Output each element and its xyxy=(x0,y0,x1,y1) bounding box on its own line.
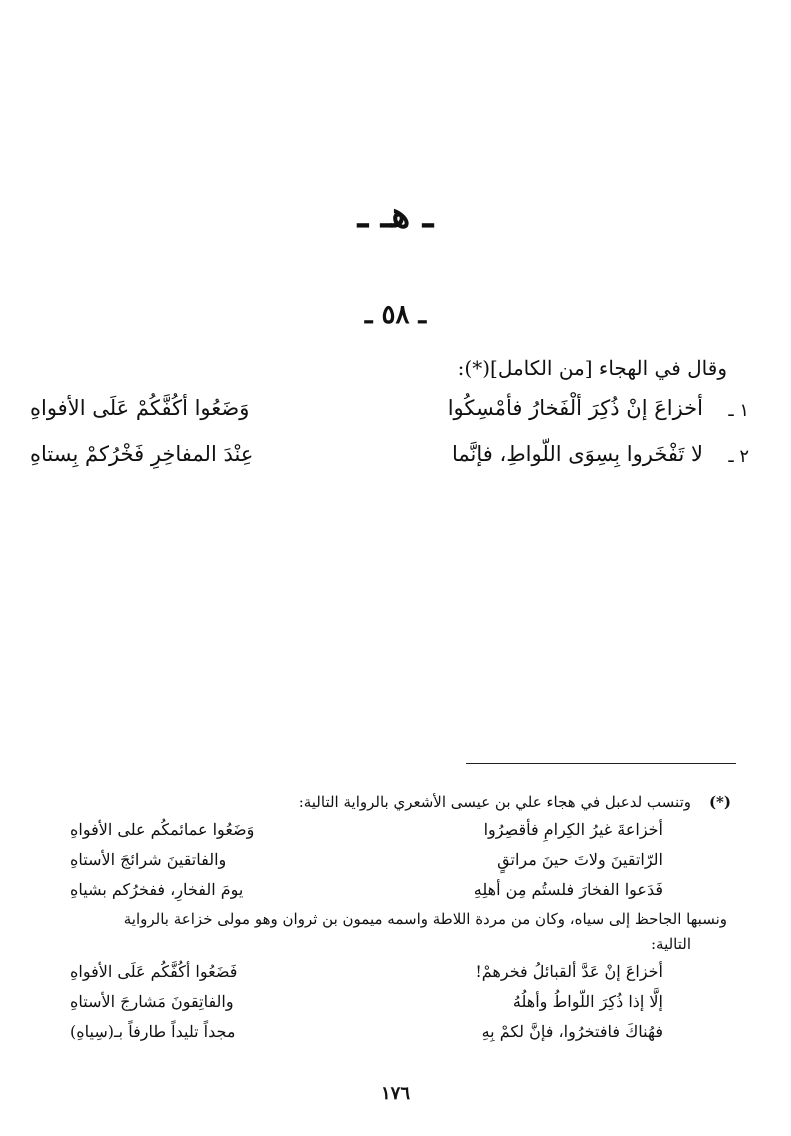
verse-second-hemistich: وَضَعُوا أكُفَّكُمْ عَلَى الأفواهِ xyxy=(30,396,250,420)
poem-number-heading: ـ ٥٨ ـ xyxy=(364,300,427,330)
footnote-divider xyxy=(466,763,736,764)
verse-second-hemistich: عِنْدَ المفاخِرِ فَخْرُكمْ بِستاهِ xyxy=(30,442,254,466)
footnote-verse-first-hemistich: فَدَعوا الفخارَ فلستُم مِن أهلِهِ xyxy=(473,880,663,899)
footnote-attribution-line: ونسبها الجاحظ إلى سياه، وكان من مردة اللاطة واسمه ميمون بن ثروان وهو مولى خزاعة بالرواية xyxy=(123,910,727,928)
footnote-intro: وتنسب لدعبل في هجاء علي بن عيسى الأشعري بالرواية التالية: xyxy=(298,793,691,811)
footnote-verse-second-hemistich: وَضَعُوا عمائمكُم على الأفواهِ xyxy=(70,820,255,839)
footnote-attribution-line: التالية: xyxy=(650,935,691,953)
section-letter-heading: ـ هـ ـ xyxy=(357,194,434,236)
verse-first-hemistich: لا تَفْخَروا بِسِوَى اللّواطِ، فإنَّما xyxy=(451,442,703,466)
footnote-verse-first-hemistich: فهُناكَ فافتخرُوا، فإنَّ لكمْ بِهِ xyxy=(481,1022,663,1041)
poem-intro: وقال في الهجاء [من الكامل](*): xyxy=(457,356,727,380)
footnote-verse-second-hemistich: والفاتِقونَ مَشارجَ الأستاهِ xyxy=(70,992,234,1011)
footnote-verse-first-hemistich: أخزاعَ إنْ عَدَّ ألقبائلُ فخرهمْ! xyxy=(475,962,663,981)
verse-number: ٢ ـ xyxy=(728,446,749,467)
footnote-marker: (*) xyxy=(708,793,731,811)
footnote-verse-second-hemistich: فَضَعُوا أكُفَّكُم عَلَى الأفواهِ xyxy=(70,962,238,981)
verse-first-hemistich: أخزاعَ إنْ ذُكِرَ ألْفَخارُ فأمْسِكُوا xyxy=(447,396,703,420)
footnote-verse-second-hemistich: مجداً تليداً طارفاً بـ(سِياهِ) xyxy=(70,1022,236,1041)
footnote-verse-second-hemistich: والفاتقينَ شرائجَ الأستاهِ xyxy=(70,850,227,869)
footnote-verse-first-hemistich: الرّاتقينَ ولاتَ حينَ مراتقٍ xyxy=(497,850,663,869)
footnote-verse-second-hemistich: يومَ الفخارِ، ففخرُكم بشياهِ xyxy=(70,880,244,899)
footnote-verse-first-hemistich: إلَّا إذا ذُكِرَ اللّواطُ وأهلُهُ xyxy=(512,992,663,1011)
footnote-verse-first-hemistich: أخزاعةَ غيرُ الكِرامِ فأقصِرُوا xyxy=(483,820,663,839)
page-number: ١٧٦ xyxy=(380,1083,410,1104)
verse-number: ١ ـ xyxy=(728,400,749,421)
